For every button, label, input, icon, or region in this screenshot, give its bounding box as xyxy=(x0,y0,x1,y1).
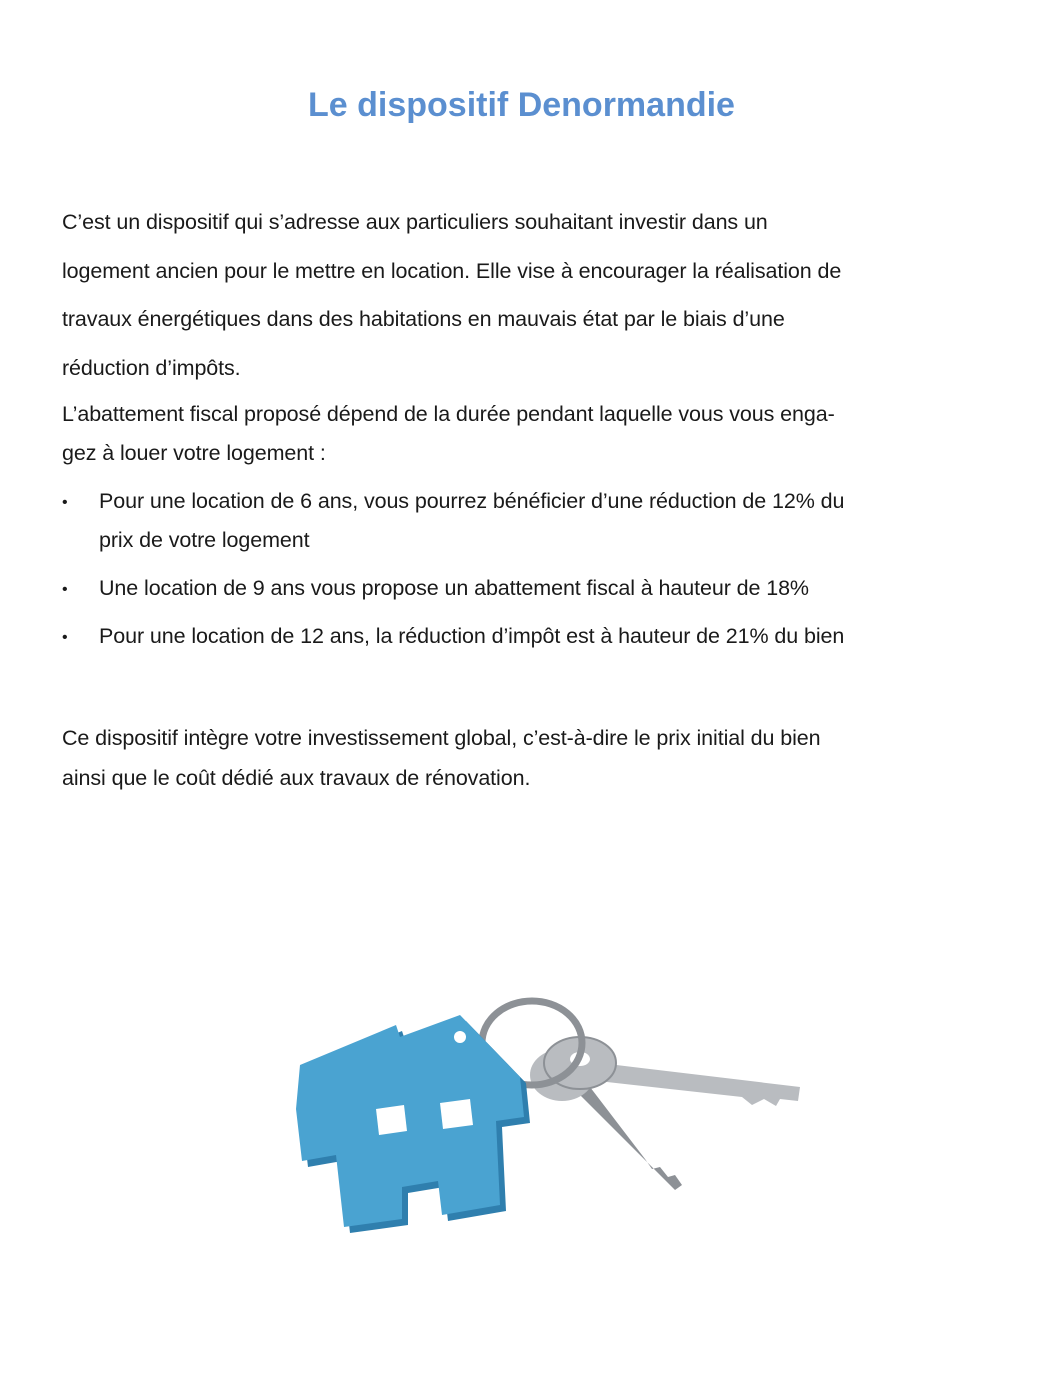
intro-line: logement ancien pour le mettre en location. Elle vise à encourager la réalisation de xyxy=(62,258,842,283)
duration-bullet-list xyxy=(62,482,1022,665)
bullet-line: Pour une location de 6 ans, vous pourrez bénéficier d’une réduction de 12% du xyxy=(99,489,845,513)
page-title: Le dispositif Denormandie xyxy=(308,86,735,124)
bullet-icon: • xyxy=(62,494,68,511)
intro-line: travaux énergétiques dans des habitations en mauvais état par le biais d’une xyxy=(62,307,785,331)
bullet-icon: • xyxy=(62,581,68,598)
bullet-icon: • xyxy=(62,629,68,646)
abatement-paragraph xyxy=(62,395,1012,473)
bullet-item-9-years xyxy=(62,569,1022,608)
conclusion-line: ainsi que le coût dédié aux travaux de rénovation. xyxy=(62,766,531,790)
abatement-line: L’abattement fiscal proposé dépend de la durée pendant laquelle vous vous enga- xyxy=(62,402,835,426)
conclusion-paragraph xyxy=(62,718,1012,798)
bullet-item-6-years xyxy=(62,482,1022,560)
bullet-item-12-years xyxy=(62,617,1022,656)
intro-line: réduction d’impôts. xyxy=(62,355,241,380)
intro-line: C’est un dispositif qui s’adresse aux particuliers souhaitant investir dans un xyxy=(62,210,768,234)
house-keychain-icon xyxy=(280,975,820,1235)
bullet-line: Une location de 9 ans vous propose un abattement fiscal à hauteur de 18% xyxy=(99,576,809,600)
bullet-line: prix de votre logement xyxy=(99,528,310,552)
intro-paragraph xyxy=(62,198,1012,392)
abatement-line: gez à louer votre logement : xyxy=(62,441,326,465)
conclusion-line: Ce dispositif intègre votre investissement global, c’est-à-dire le prix initial du bien xyxy=(62,726,821,750)
bullet-line: Pour une location de 12 ans, la réduction d’impôt est à hauteur de 21% du bien xyxy=(99,624,845,648)
house-tag-icon xyxy=(296,1015,530,1233)
